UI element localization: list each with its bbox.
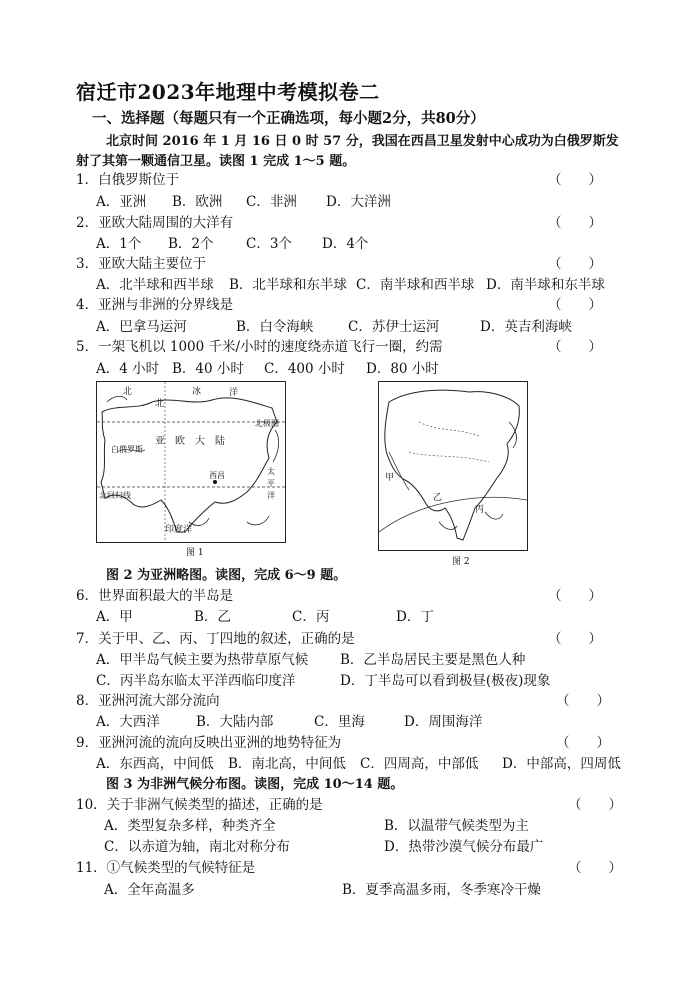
map-2-asia (378, 381, 528, 551)
q3-option-b[interactable]: B．北半球和东半球 (229, 277, 347, 293)
read-instruction-3: 图 3 为非洲气候分布图。读图，完成 10～14 题。 (106, 777, 404, 792)
q7-option-b[interactable]: B．乙半岛居民主要是黑色人种 (340, 652, 526, 668)
q11-option-a[interactable]: A．全年高温多 (104, 882, 195, 898)
question-8-answer[interactable]: （ ） (556, 693, 610, 709)
map2-label-yi: 乙 (433, 493, 443, 503)
q10-option-a[interactable]: A．类型复杂多样，种类齐全 (104, 818, 276, 834)
q10-option-b[interactable]: B．以温带气候类型为主 (384, 818, 529, 834)
q11-option-b[interactable]: B．夏季高温多雨，冬季寒冷干燥 (342, 882, 541, 898)
map1-label-belarus: 白俄罗斯 (111, 445, 143, 454)
intro-line-1: 北京时间 2016 年 1 月 16 日 0 时 57 分，我国在西昌卫星发射中心成功为白俄罗斯发 (106, 134, 619, 149)
q8-option-a[interactable]: A．大西洋 (96, 714, 160, 730)
question-8-stem: 8．亚洲河流大部分流向 (76, 693, 220, 709)
q7-option-c[interactable]: C．丙半岛东临太平洋西临印度洋 (96, 673, 296, 689)
map-1-eurasia (96, 381, 286, 543)
map1-label-tai: 太 (267, 467, 275, 476)
q5-option-d[interactable]: D．80 小时 (366, 361, 439, 377)
question-7-stem: 7．关于甲、乙、丙、丁四地的叙述，正确的是 (76, 631, 355, 647)
question-2-stem: 2．亚欧大陆周围的大洋有 (76, 215, 234, 231)
map1-label-ping: 平 (267, 479, 275, 488)
question-9-stem: 9．亚洲河流的流向反映出亚洲的地势特征为 (76, 735, 342, 751)
q3-option-d[interactable]: D．南半球和东半球 (486, 277, 605, 293)
page-title: 宿迁市2023年地理中考模拟卷二 (76, 80, 380, 104)
q6-option-c[interactable]: C．丙 (292, 609, 330, 625)
map1-label-eurasia: 亚 欧 大 陆 (155, 436, 225, 447)
map1-label-tropic: 北回归线 (99, 491, 131, 500)
q7-option-a[interactable]: A．甲半岛气候主要为热带草原气候 (96, 652, 309, 668)
question-10-stem: 10．关于非洲气候类型的描述，正确的是 (76, 797, 323, 813)
map1-label-arctic-circle: 北极圈 (255, 419, 279, 428)
map1-label-ice: 冰 (192, 387, 202, 397)
intro-line-2: 射了其第一颗通信卫星。读图 1 完成 1～5 题。 (76, 154, 356, 169)
read-instruction-2: 图 2 为亚洲略图。读图，完成 6～9 题。 (106, 568, 347, 583)
question-4-answer[interactable]: （ ） (548, 297, 602, 313)
question-6-stem: 6．世界面积最大的半岛是 (76, 588, 234, 604)
q2-option-c[interactable]: C．3个 (246, 236, 292, 252)
question-7-answer[interactable]: （ ） (548, 631, 602, 647)
q5-option-b[interactable]: B．40 小时 (172, 361, 244, 377)
q9-option-c[interactable]: C．四周高，中部低 (360, 756, 479, 772)
q1-option-b[interactable]: B．欧洲 (172, 194, 223, 210)
section-heading: 一、选择题（每题只有一个正确选项，每小题2分，共80分） (92, 110, 485, 127)
q4-option-a[interactable]: A．巴拿马运河 (96, 319, 187, 335)
map1-label-ocean: 洋 (229, 388, 239, 398)
map1-label-north: 北 (123, 387, 133, 397)
q6-option-b[interactable]: B．乙 (194, 609, 231, 625)
q7-option-d[interactable]: D．丁半岛可以看到极昼(极夜)现象 (340, 673, 551, 689)
map-2-drawing (379, 382, 527, 550)
map1-label-yang: 洋 (267, 491, 275, 500)
map-1-drawing (97, 382, 285, 542)
q4-option-d[interactable]: D．英吉利海峡 (480, 319, 572, 335)
q2-option-d[interactable]: D．4个 (322, 236, 369, 252)
question-1-stem: 1．白俄罗斯位于 (76, 172, 180, 188)
question-3-answer[interactable]: （ ） (548, 256, 602, 272)
question-11-stem: 11．①气候类型的气候特征是 (76, 860, 256, 876)
map2-label-jia: 甲 (385, 473, 395, 483)
question-4-stem: 4．亚洲与非洲的分界线是 (76, 297, 234, 313)
map2-label-bing: 丙 (475, 505, 485, 515)
question-1-answer[interactable]: （ ） (548, 172, 602, 188)
q2-option-a[interactable]: A．1个 (96, 236, 142, 252)
q8-option-b[interactable]: B．大陆内部 (196, 714, 274, 730)
q1-option-c[interactable]: C．非洲 (246, 194, 297, 210)
q2-option-b[interactable]: B．2个 (168, 236, 214, 252)
q5-option-c[interactable]: C．400 小时 (264, 361, 345, 377)
q4-option-c[interactable]: C．苏伊士运河 (348, 319, 440, 335)
question-9-answer[interactable]: （ ） (556, 735, 610, 751)
question-10-answer[interactable]: （ ） (568, 797, 622, 813)
q8-option-d[interactable]: D．周围海洋 (404, 714, 483, 730)
q8-option-c[interactable]: C．里海 (314, 714, 365, 730)
q10-option-d[interactable]: D．热带沙漠气候分布最广 (384, 839, 544, 855)
q9-option-b[interactable]: B．南北高，中间低 (228, 756, 346, 772)
q3-option-c[interactable]: C．南半球和西半球 (356, 277, 475, 293)
question-6-answer[interactable]: （ ） (548, 588, 602, 604)
question-5-answer[interactable]: （ ） (548, 339, 602, 355)
map-2-caption: 图 2 (452, 557, 470, 567)
q4-option-b[interactable]: B．白令海峡 (236, 319, 314, 335)
map1-label-bei: 北 (155, 399, 165, 409)
question-11-answer[interactable]: （ ） (568, 860, 622, 876)
q9-option-d[interactable]: D．中部高，四周低 (502, 756, 621, 772)
question-2-answer[interactable]: （ ） (548, 215, 602, 231)
map-1-caption: 图 1 (186, 548, 204, 558)
map1-label-indian-ocean: 印度洋 (165, 525, 193, 535)
question-5-stem: 5．一架飞机以 1000 千米/小时的速度绕赤道飞行一圈，约需 (76, 339, 443, 355)
question-3-stem: 3．亚欧大陆主要位于 (76, 256, 207, 272)
q1-option-a[interactable]: A．亚洲 (96, 194, 147, 210)
q6-option-a[interactable]: A．甲 (96, 609, 133, 625)
q5-option-a[interactable]: A．4 小时 (96, 361, 160, 377)
q3-option-a[interactable]: A．北半球和西半球 (96, 277, 214, 293)
map1-label-xichang: 西昌 (209, 471, 225, 480)
q1-option-d[interactable]: D．大洋洲 (326, 194, 391, 210)
q10-option-c[interactable]: C．以赤道为轴，南北对称分布 (104, 839, 290, 855)
q9-option-a[interactable]: A．东西高，中间低 (96, 756, 214, 772)
q6-option-d[interactable]: D．丁 (396, 609, 434, 625)
